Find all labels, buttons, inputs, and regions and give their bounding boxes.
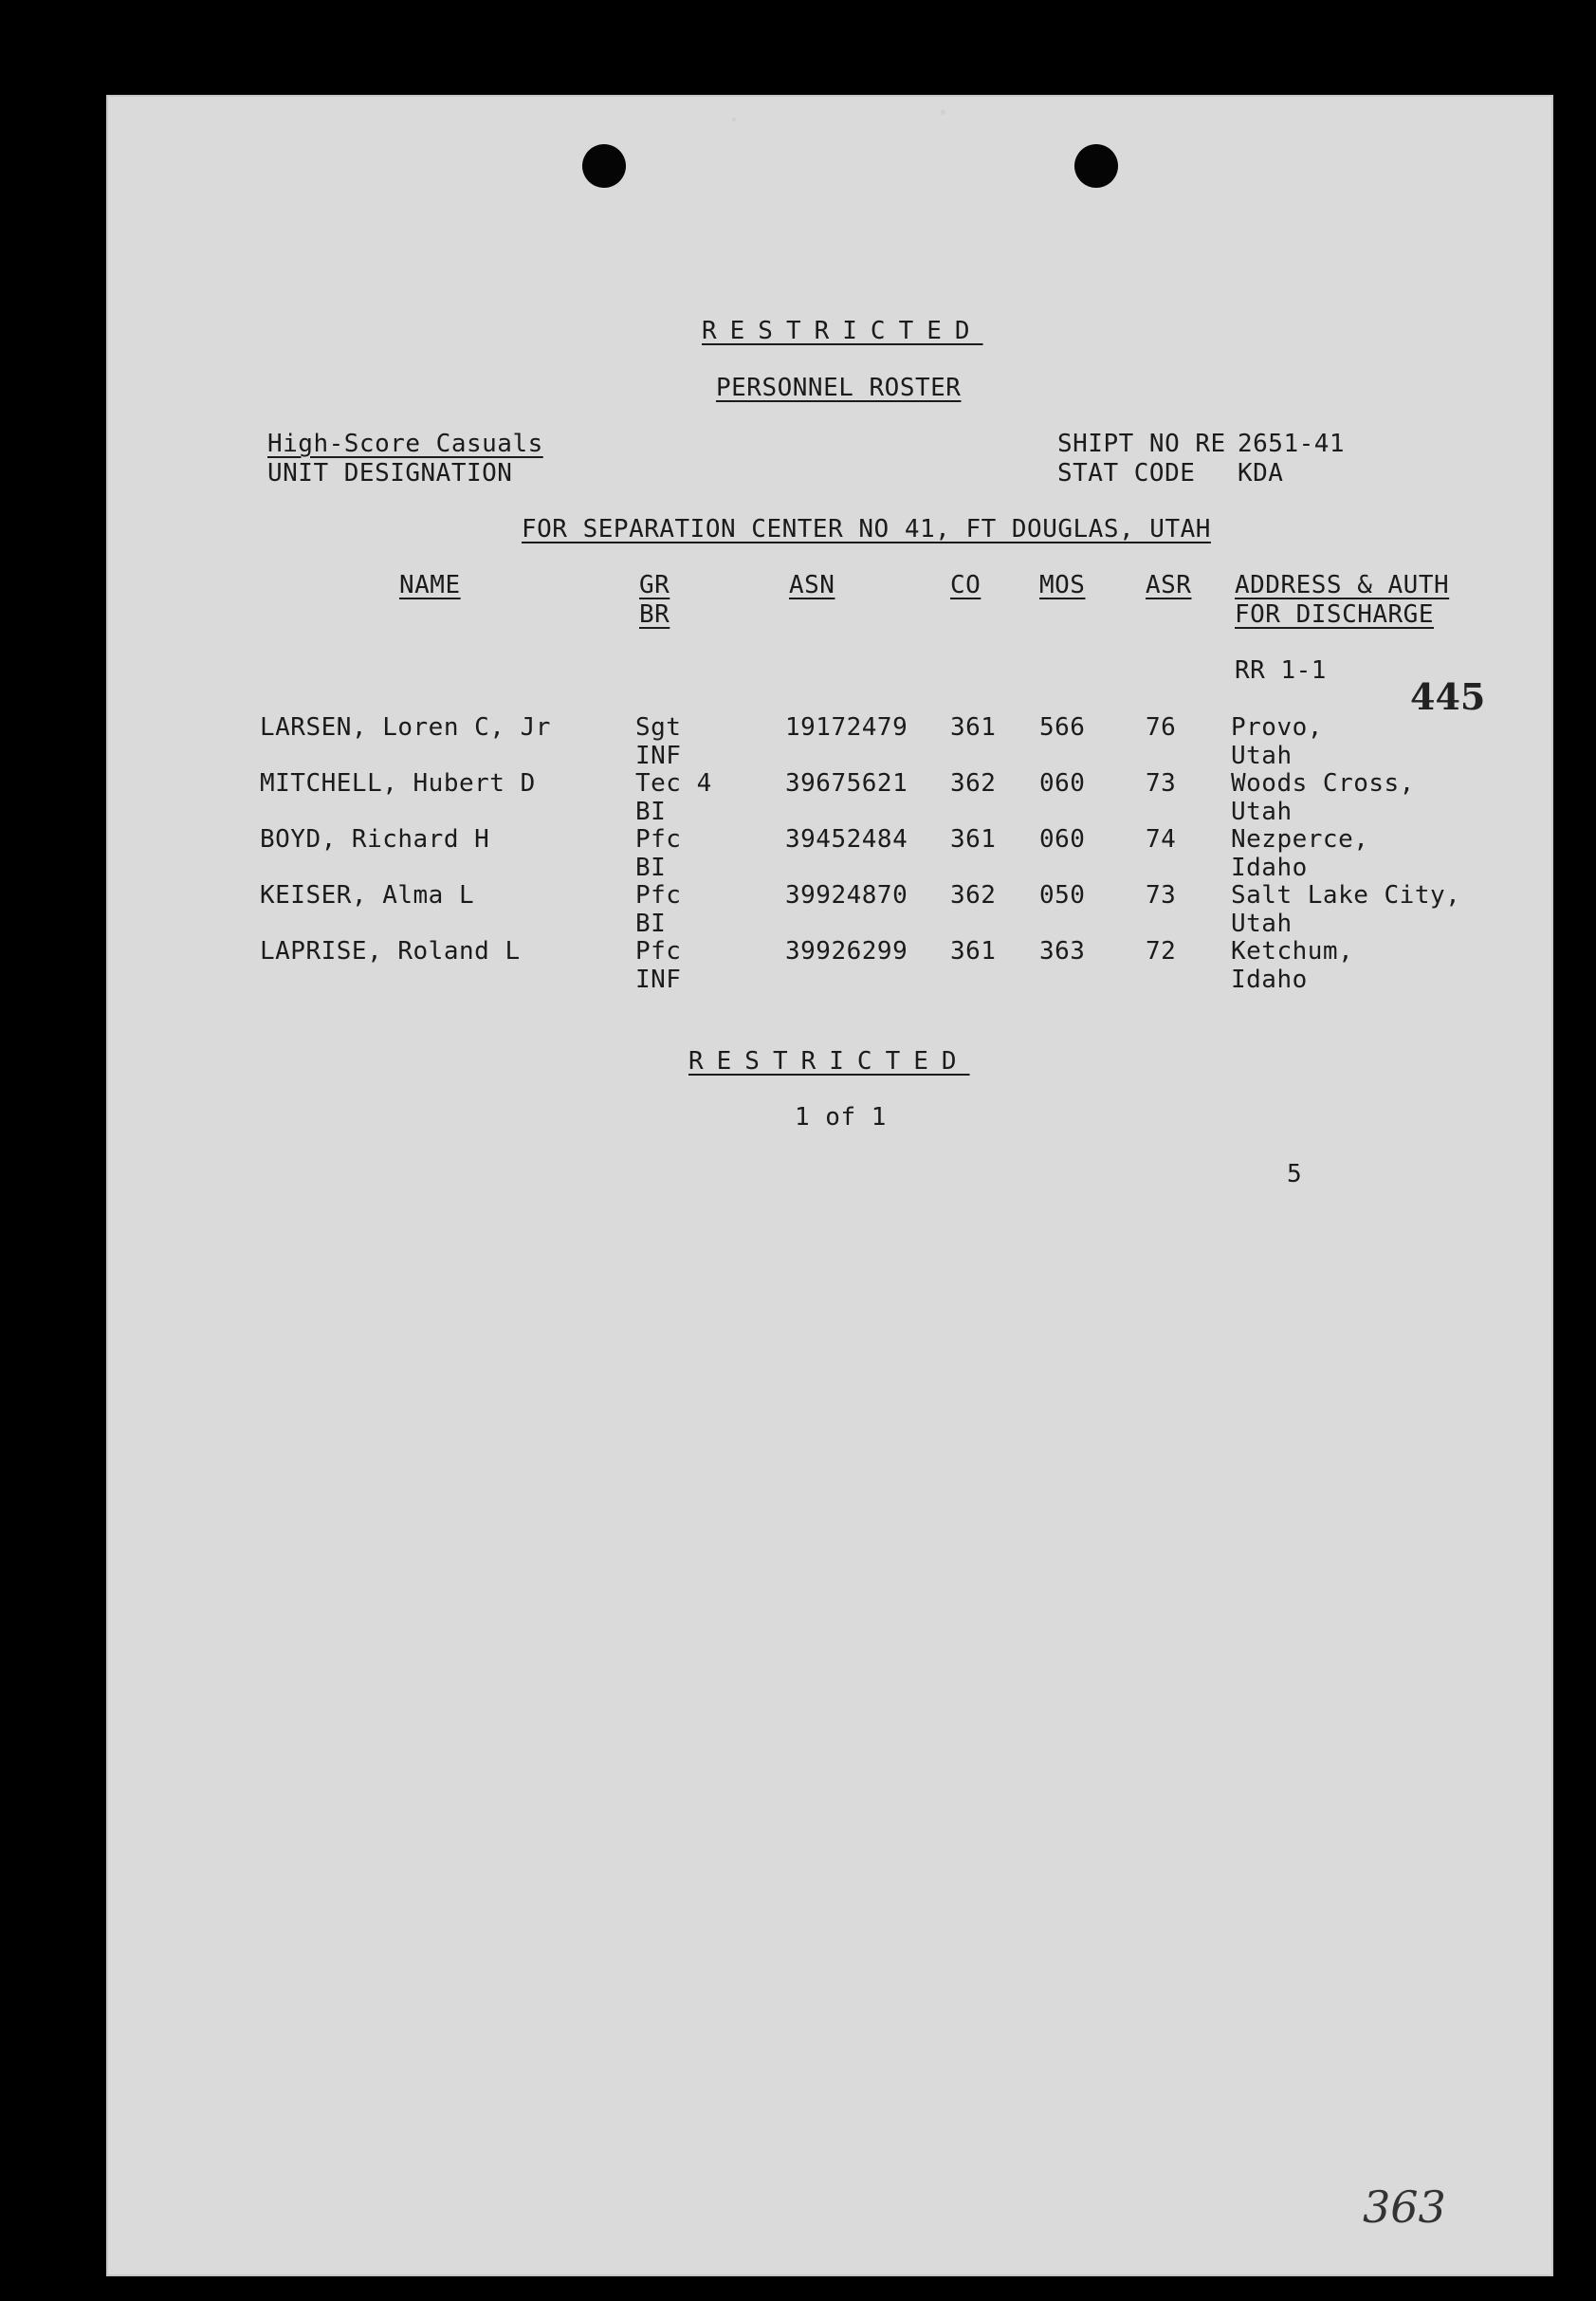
row-grade: Sgt: [635, 713, 682, 742]
unit-designation-label: UNIT DESIGNATION: [267, 459, 513, 488]
col-address-header: ADDRESS & AUTH: [1235, 571, 1450, 599]
row-asn: 39452484: [785, 825, 908, 854]
row-asr: 73: [1146, 881, 1177, 910]
col-asn-header: ASN: [789, 571, 835, 599]
row-city: Salt Lake City,: [1231, 881, 1461, 910]
row-mos: 050: [1039, 881, 1086, 910]
row-asr: 72: [1146, 937, 1177, 966]
row-co: 361: [950, 937, 997, 966]
row-mos: 060: [1039, 769, 1086, 798]
classification-top: RESTRICTED: [702, 317, 983, 345]
row-name: LARSEN, Loren C, Jr: [260, 713, 551, 742]
row-name: KEISER, Alma L: [260, 881, 475, 910]
unit-designation-value: High-Score Casuals: [267, 430, 543, 458]
row-name: LAPRISE, Roland L: [260, 937, 521, 966]
table-row: [106, 881, 1553, 936]
row-state: Utah: [1231, 910, 1293, 938]
page-title: PERSONNEL ROSTER: [716, 374, 962, 402]
row-co: 362: [950, 881, 997, 910]
table-row: [106, 713, 1553, 768]
row-co: 361: [950, 713, 997, 742]
row-co: 362: [950, 769, 997, 798]
row-state: Idaho: [1231, 966, 1308, 994]
col-branch-header: BR: [639, 600, 670, 629]
row-grade: Pfc: [635, 825, 682, 854]
table-row: [106, 769, 1553, 824]
row-co: 361: [950, 825, 997, 854]
row-asn: 39926299: [785, 937, 908, 966]
row-state: Utah: [1231, 798, 1293, 826]
col-address-header-2: FOR DISCHARGE: [1235, 600, 1434, 629]
row-state: Idaho: [1231, 854, 1308, 882]
punch-hole-left: [582, 144, 626, 188]
row-asn: 39924870: [785, 881, 908, 910]
row-city: Nezperce,: [1231, 825, 1369, 854]
col-name-header: NAME: [399, 571, 461, 599]
row-asr: 74: [1146, 825, 1177, 854]
row-asr: 76: [1146, 713, 1177, 742]
row-mos: 566: [1039, 713, 1086, 742]
classification-bottom: RESTRICTED: [688, 1047, 970, 1076]
col-grade-header: GR: [639, 571, 670, 599]
stat-code-value: KDA: [1238, 459, 1284, 488]
col-co-header: CO: [950, 571, 981, 599]
shipment-number: 2651-41: [1238, 430, 1346, 458]
row-grade: Pfc: [635, 881, 682, 910]
row-grade: Pfc: [635, 937, 682, 966]
paper-speck: [732, 118, 736, 121]
punch-hole-right: [1074, 144, 1118, 188]
row-city: Woods Cross,: [1231, 769, 1415, 798]
row-branch: BI: [635, 798, 667, 826]
row-asn: 19172479: [785, 713, 908, 742]
col-asr-header: ASR: [1146, 571, 1192, 599]
stamped-number: 445: [1410, 675, 1486, 718]
paper-speck: [941, 110, 945, 115]
row-mos: 363: [1039, 937, 1086, 966]
row-name: BOYD, Richard H: [260, 825, 490, 854]
discharge-authority: RR 1-1: [1235, 656, 1327, 685]
row-state: Utah: [1231, 742, 1293, 770]
table-row: [106, 937, 1553, 992]
destination-line: FOR SEPARATION CENTER NO 41, FT DOUGLAS, UTAH: [522, 515, 1211, 543]
row-city: Ketchum,: [1231, 937, 1354, 966]
row-grade: Tec 4: [635, 769, 712, 798]
row-branch: BI: [635, 910, 667, 938]
sheet-number: 5: [1287, 1160, 1303, 1188]
page-count: 1 of 1: [795, 1103, 887, 1132]
table-row: [106, 825, 1553, 880]
row-mos: 060: [1039, 825, 1086, 854]
row-branch: INF: [635, 742, 682, 770]
row-name: MITCHELL, Hubert D: [260, 769, 536, 798]
row-city: Provo,: [1231, 713, 1323, 742]
col-mos-header: MOS: [1039, 571, 1086, 599]
row-branch: BI: [635, 854, 667, 882]
row-asn: 39675621: [785, 769, 908, 798]
row-branch: INF: [635, 966, 682, 994]
row-asr: 73: [1146, 769, 1177, 798]
handwritten-page-number: 363: [1363, 2181, 1446, 2233]
document-page: [106, 95, 1553, 2276]
stat-code-label: STAT CODE: [1057, 459, 1196, 488]
shipment-label: SHIPT NO RE: [1057, 430, 1226, 458]
